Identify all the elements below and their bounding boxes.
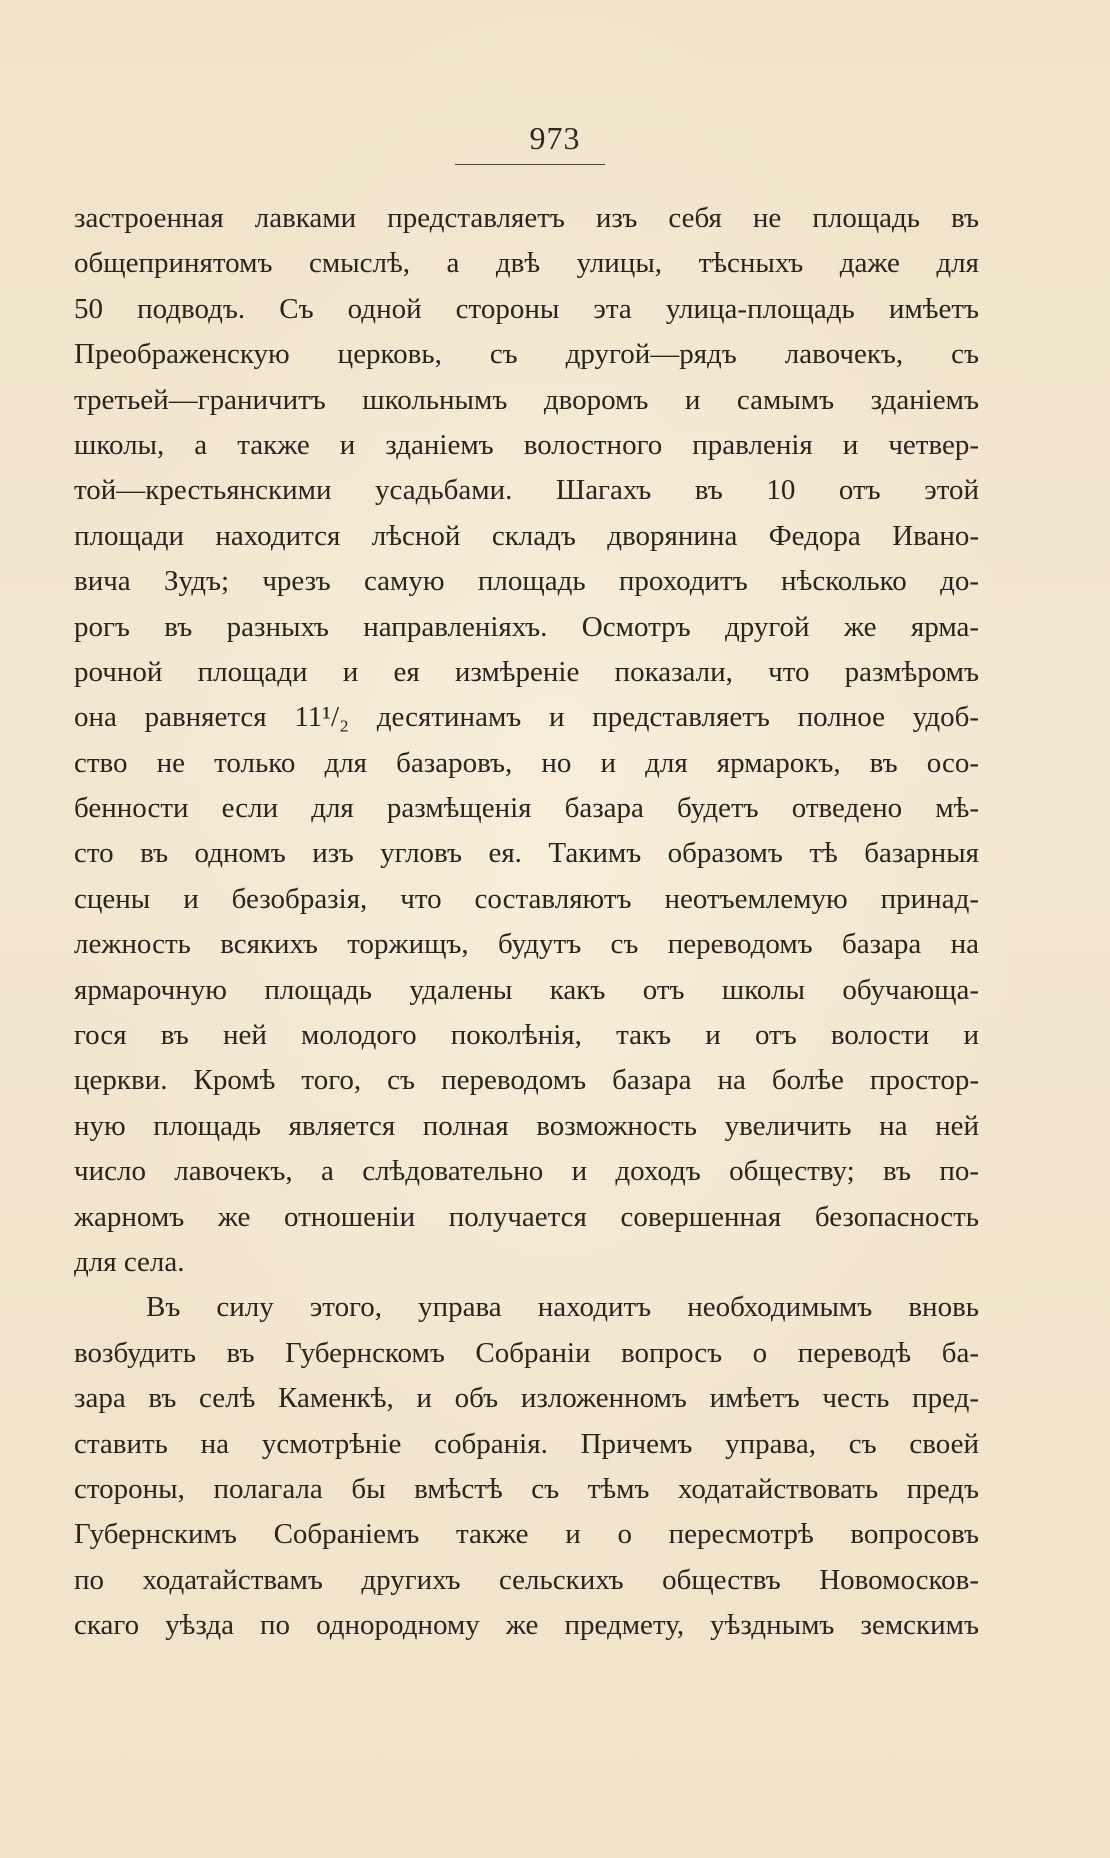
body-text <box>74 196 979 1649</box>
text-line: по ходатайствамъ другихъ сельскихъ обществъ Новомосков- <box>74 1563 979 1596</box>
text-line: ную площадь является полная возможность увеличить на ней <box>74 1109 979 1142</box>
text-line: застроенная лавками представляетъ изъ себя не площадь въ <box>74 202 979 234</box>
text-line: общепринятомъ смыслѣ, а двѣ улицы, тѣсныхъ даже для <box>74 247 979 280</box>
page-number-rule <box>455 164 605 165</box>
text-line: скаго уѣзда по однородному же предмету, уѣзднымъ земскимъ <box>74 1609 979 1642</box>
text-line: ставить на усмотрѣніе собранія. Причемъ управа, съ своей <box>74 1427 979 1460</box>
text-line: стороны, полагала бы вмѣстѣ съ тѣмъ ходатайствовать предъ <box>74 1472 979 1505</box>
text-line: лежность всякихъ торжищъ, будутъ съ переводомъ базара на <box>74 928 979 961</box>
text-line: сцены и безобразія, что составляютъ неотъемлемую принад- <box>74 882 979 915</box>
text-line: вича Зудъ; чрезъ самую площадь проходитъ нѣсколько до- <box>74 565 979 598</box>
text-line: Губернскимъ Собраніемъ также и о пересмотрѣ вопросовъ <box>74 1518 979 1551</box>
text-line: ярмарочную площадь удалены какъ отъ школы обучающа- <box>74 973 979 1006</box>
text-line: гося въ ней молодого поколѣнія, такъ и отъ волости и <box>74 1019 979 1052</box>
page-number: 973 <box>529 120 581 156</box>
text-line: возбудить въ Губернскомъ Собраніи вопросъ о переводѣ ба- <box>74 1336 979 1369</box>
text-line: число лавочекъ, а слѣдовательно и доходъ обществу; въ по- <box>74 1155 979 1188</box>
text-line: она равняется 11¹/₂ десятинамъ и представляетъ полное удоб- <box>74 701 979 734</box>
text-line: зара въ селѣ Каменкѣ, и объ изложенномъ имѣетъ честь пред- <box>74 1382 979 1415</box>
text-line: 50 подводъ. Съ одной стороны эта улица-площадь имѣетъ <box>74 292 979 325</box>
paragraph-last-line: для села. <box>74 1245 185 1278</box>
text-line: сто въ одномъ изъ угловъ ея. Такимъ образомъ тѣ базарныя <box>74 837 979 870</box>
text-line: бенности если для размѣщенія базара будетъ отведено мѣ- <box>74 792 979 825</box>
text-line: жарномъ же отношеніи получается совершенная безопасность <box>74 1200 979 1233</box>
text-line: Преображенскую церковь, съ другой—рядъ лавочекъ, съ <box>74 338 979 371</box>
text-line: рочной площади и ея измѣреніе показали, что размѣромъ <box>74 655 979 688</box>
text-line: ство не только для базаровъ, но и для ярмарокъ, въ осо- <box>74 746 979 779</box>
text-line: рогъ въ разныхъ направленіяхъ. Осмотръ другой же ярма- <box>74 610 979 643</box>
text-line: третьей—граничитъ школьнымъ дворомъ и самымъ зданіемъ <box>74 383 979 416</box>
text-line: площади находится лѣсной складъ дворянина Федора Ивано- <box>74 519 979 552</box>
text-line: школы, а также и зданіемъ волостного правленія и четвер- <box>74 428 979 461</box>
paragraph-first-line: Въ силу этого, управа находитъ необходимымъ вновь <box>146 1291 979 1324</box>
text-line: церкви. Кромѣ того, съ переводомъ базара на болѣе простор- <box>74 1064 979 1097</box>
text-line: той—крестьянскими усадьбами. Шагахъ въ 10 отъ этой <box>74 474 979 507</box>
